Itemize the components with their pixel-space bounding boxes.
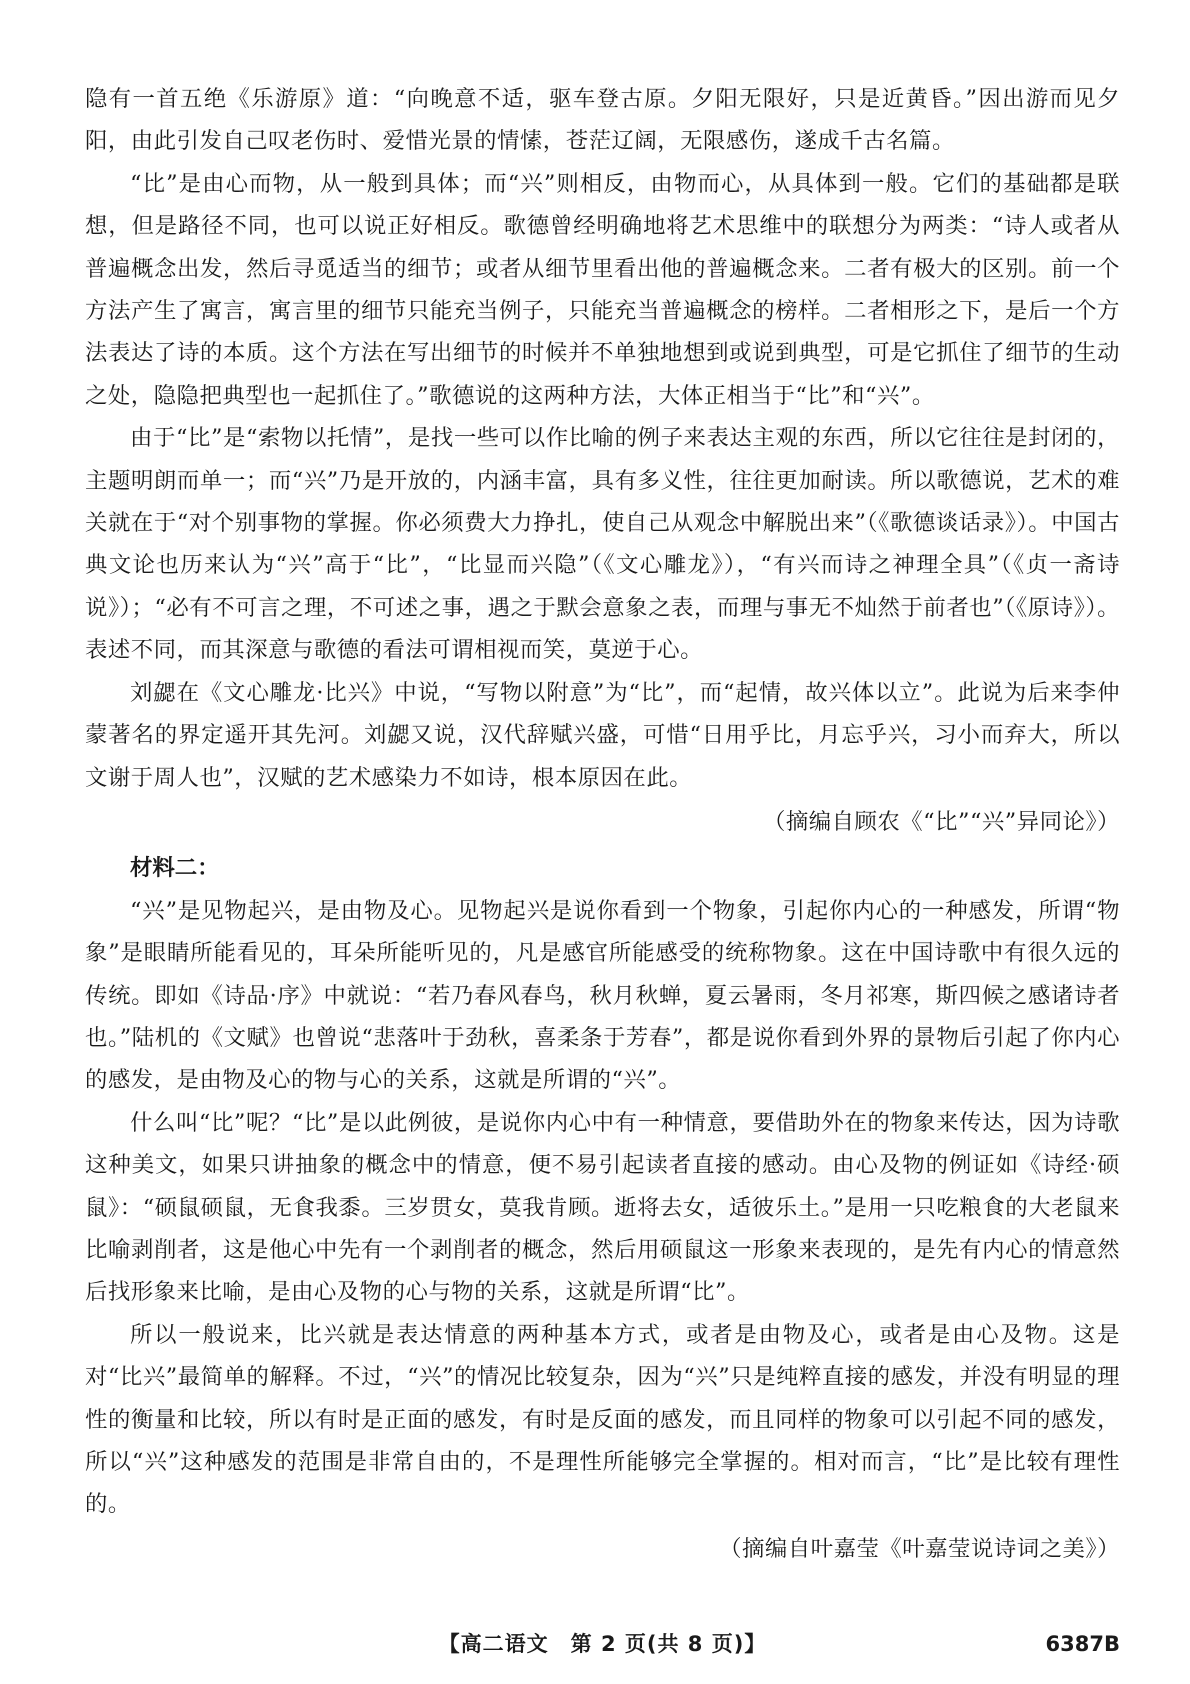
material1-paragraph-4: 刘勰在《文心雕龙·比兴》中说，“写物以附意”为“比”，而“起情，故兴体以立”。此说为后来李仲蒙著名的界定遥开其先河。刘勰又说，汉代辞赋兴盛，可惜“日用乎比，月忘乎兴，习小而弃大，所以文谢于周人也”，汉赋的艺术感染力不如诗，根本原因在此。 [85, 679, 1120, 791]
material2-paragraph-2: 什么叫“比”呢？“比”是以此例彼，是说你内心中有一种情意，要借助外在的物象来传达，因为诗歌这种美文，如果只讲抽象的概念中的情意，便不易引起读者直接的感动。由心及物的例证如《诗经·硕鼠》：“硕鼠硕鼠，无食我黍。三岁贯女，莫我肯顾。逝将去女，适彼乐土。”是用一只吃粮食的大老鼠来比喻剥削者，这是他心中先有一个剥削者的概念，然后用硕鼠这一形象来表现的，是先有内心的情意然后找形象来比喻，是由心及物的心与物的关系，这就是所谓“比”。 [85, 1109, 1120, 1306]
footer-page-info: 【高二语文 第 2 页(共 8 页)】 [438, 1632, 767, 1656]
footer-exam-code: 6387B [1045, 1632, 1120, 1656]
material1-paragraph-1: 隐有一首五绝《乐游原》道：“向晚意不适，驱车登古原。夕阳无限好，只是近黄昏。”因出游而见夕阳，由此引发自己叹老伤时、爱惜光景的情愫，苍茫辽阔，无限感伤，遂成千古名篇。 [85, 86, 1120, 155]
page-footer [85, 1624, 1120, 1664]
material1-source: （摘编自顾农《“比”“兴”异同论》） [762, 808, 1120, 835]
material2-paragraph-3: 所以一般说来，比兴就是表达情意的两种基本方式，或者是由物及心，或者是由心及物。这是对“比兴”最简单的解释。不过，“兴”的情况比较复杂，因为“兴”只是纯粹直接的感发，并没有明显的理性的衡量和比较，所以有时是正面的感发，有时是反面的感发，而且同样的物象可以引起不同的感发，所以“兴”这种感发的范围是非常自由的，不是理性所能够完全掌握的。相对而言，“比”是比较有理性的。 [85, 1321, 1120, 1518]
material1-paragraph-3: 由于“比”是“索物以托情”，是找一些可以作比喻的例子来表达主观的东西，所以它往往是封闭的，主题明朗而单一；而“兴”乃是开放的，内涵丰富，具有多义性，往往更加耐读。所以歌德说，艺术的难关就在于“对个别事物的掌握。你必须费大力挣扎，使自己从观念中解脱出来”（《歌德谈话录》）。中国古典文论也历来认为“兴”高于“比”，“比显而兴隐”（《文心雕龙》），“有兴而诗之神理全具”（《贞一斋诗说》）；“必有不可言之理，不可述之事，遇之于默会意象之表，而理与事无不灿然于前者也”（《原诗》）。表述不同，而其深意与歌德的看法可谓相视而笑，莫逆于心。 [85, 425, 1120, 664]
material2-paragraph-1: “兴”是见物起兴，是由物及心。见物起兴是说你看到一个物象，引起你内心的一种感发，所谓“物象”是眼睛所能看见的，耳朵所能听见的，凡是感官所能感受的统称物象。这在中国诗歌中有很久远的传统。即如《诗品·序》中就说：“若乃春风春鸟，秋月秋蝉，夏云暑雨，冬月祁寒，斯四候之感诸诗者也。”陆机的《文赋》也曾说“悲落叶于劲秋，喜柔条于芳春”，都是说你看到外界的景物后引起了你内心的感发，是由物及心的物与心的关系，这就是所谓的“兴”。 [85, 897, 1120, 1094]
material2-title: 材料二： [130, 855, 220, 882]
material1-paragraph-2: “比”是由心而物，从一般到具体；而“兴”则相反，由物而心，从具体到一般。它们的基础都是联想，但是路径不同，也可以说正好相反。歌德曾经明确地将艺术思维中的联想分为两类：“诗人或者从普遍概念出发，然后寻觅适当的细节；或者从细节里看出他的普遍概念来。二者有极大的区别。前一个方法产生了寓言，寓言里的细节只能充当例子，只能充当普遍概念的榜样。二者相形之下，是后一个方法表达了诗的本质。这个方法在写出细节的时候并不单独地想到或说到典型，可是它抓住了细节的生动之处，隐隐把典型也一起抓住了。”歌德说的这两种方法，大体正相当于“比”和“兴”。 [85, 170, 1120, 409]
material2-source: （摘编自叶嘉莹《叶嘉莹说诗词之美》） [719, 1535, 1120, 1562]
exam-page [85, 78, 1120, 1570]
